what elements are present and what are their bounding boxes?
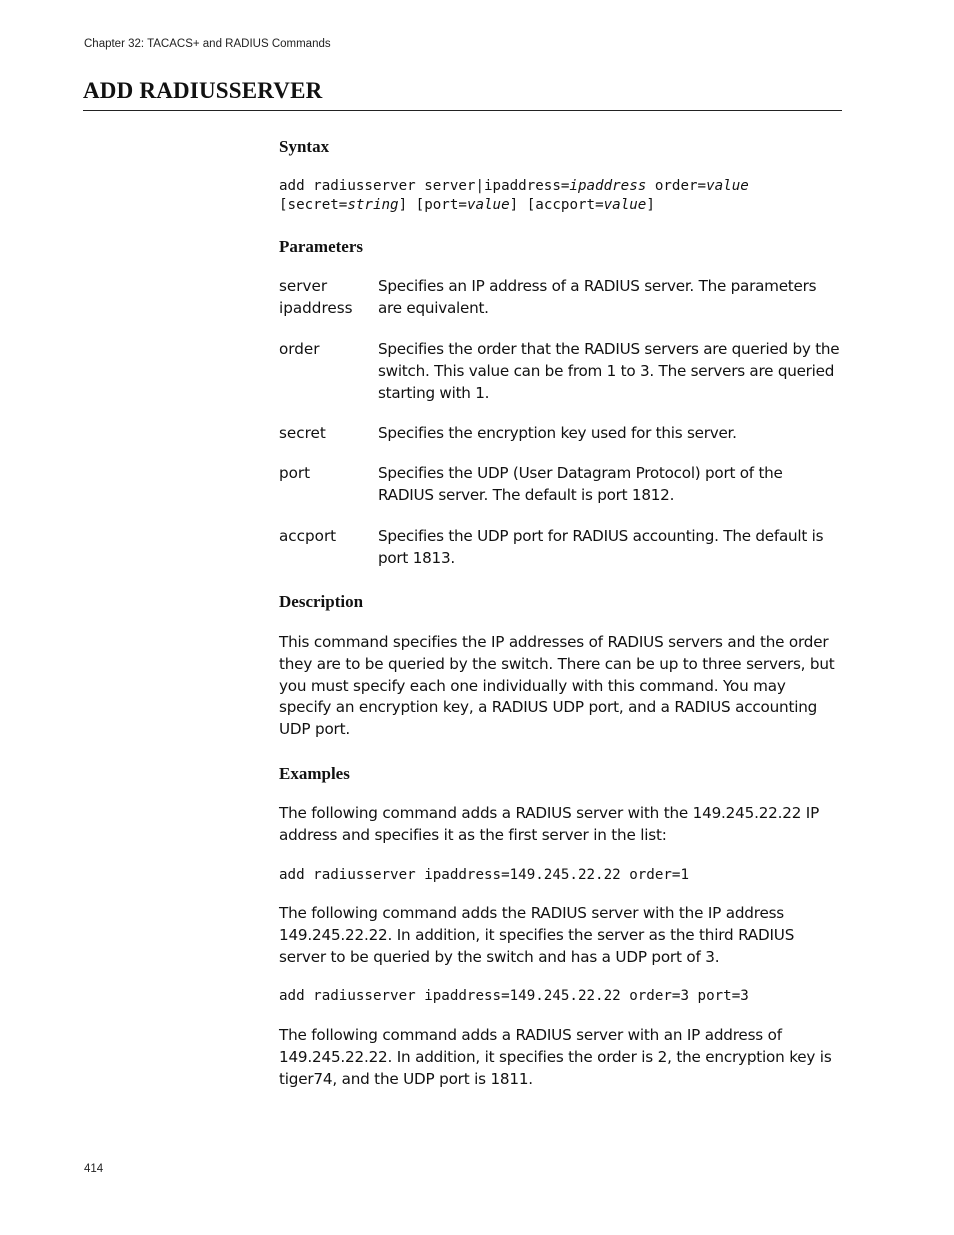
title-divider	[83, 110, 842, 111]
example-3-text: The following command adds a RADIUS server with an IP address of 149.245.22.22. In addition, it specifies the order is 2, the encryption key is tiger74, and the UDP port is 1811.	[279, 1026, 832, 1088]
example-1-text: The following command adds a RADIUS server with the 149.245.22.22 IP address and specifies it as the first server in the list:	[279, 804, 820, 844]
parameters-heading: Parameters	[279, 237, 364, 256]
param-desc-accport: Specifies the UDP port for RADIUS accounting. The default is port 1813.	[378, 527, 824, 567]
syntax-heading: Syntax	[279, 137, 330, 156]
param-name-secret: secret	[279, 424, 326, 442]
chapter-header: Chapter 32: TACACS+ and RADIUS Commands	[84, 38, 331, 50]
page-number: 414	[84, 1163, 104, 1175]
param-desc-server: Specifies an IP address of a RADIUS server. The parameters are equivalent.	[378, 277, 817, 317]
param-name-server: server ipaddress	[279, 277, 353, 317]
syntax-line-1: add radiusserver server|ipaddress=ipaddress order=value	[279, 178, 749, 194]
param-desc-port: Specifies the UDP (User Datagram Protocol) port of the RADIUS server. The default is port 1812.	[378, 464, 783, 504]
examples-heading: Examples	[279, 764, 350, 783]
param-name-port: port	[279, 464, 311, 482]
example-2-text: The following command adds the RADIUS server with the IP address 149.245.22.22. In addition, it specifies the server as the third RADIUS server to be queried by the switch and has a UDP port of 3.	[279, 904, 795, 966]
description-heading: Description	[279, 592, 364, 611]
param-name-accport: accport	[279, 527, 337, 545]
syntax-line-2: [secret=string] [port=value] [accport=value]	[279, 197, 655, 213]
param-desc-secret: Specifies the encryption key used for this server.	[378, 424, 737, 442]
description-text: This command specifies the IP addresses of RADIUS servers and the order they are to be queried by the switch. There can be up to three servers, but you must specify each one individually with this command. You may specify an encryption key, a RADIUS UDP port, and a RADIUS accounting UDP port.	[279, 633, 835, 739]
page-title: ADD RADIUSSERVER	[83, 78, 323, 103]
example-1-code: add radiusserver ipaddress=149.245.22.22 order=1	[279, 867, 689, 883]
param-desc-order: Specifies the order that the RADIUS servers are queried by the switch. This value can be from 1 to 3. The servers are queried starting with 1.	[378, 340, 840, 402]
example-2-code: add radiusserver ipaddress=149.245.22.22 order=3 port=3	[279, 988, 749, 1004]
param-name-order: order	[279, 340, 320, 358]
